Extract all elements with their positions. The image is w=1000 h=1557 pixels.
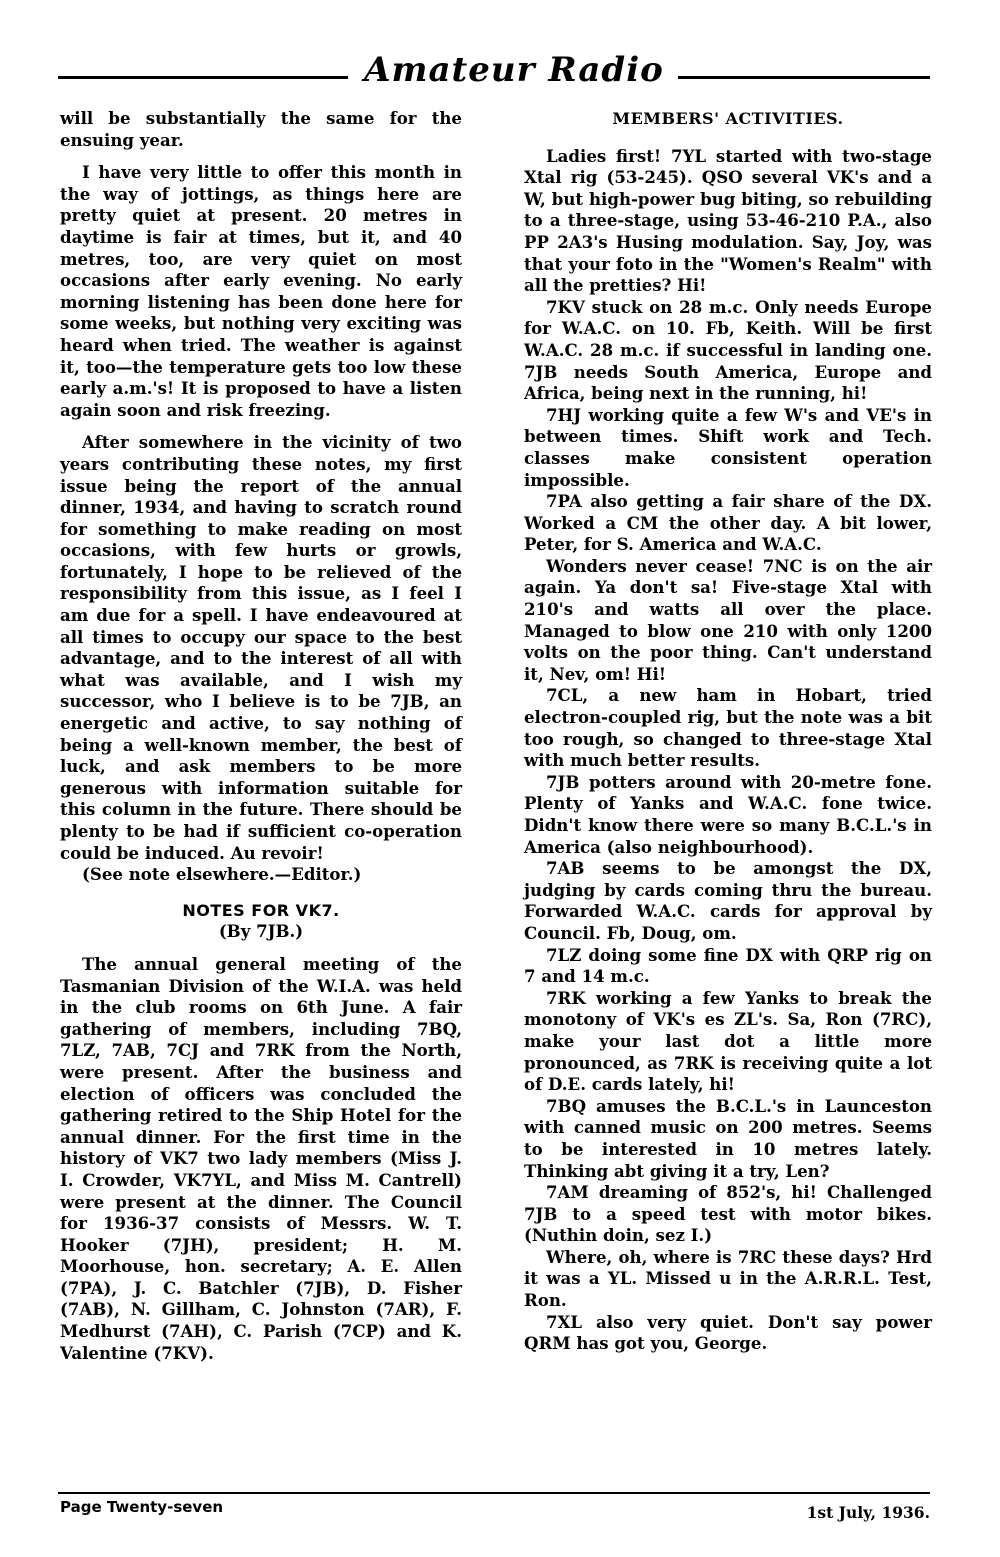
- page-number: Page Twenty-seven: [60, 1498, 224, 1516]
- section-heading: MEMBERS' ACTIVITIES.: [612, 109, 844, 128]
- paragraph: After somewhere in the vicinity of two years contributing these notes, my first issue being the report of the annual dinner, 1934, and having to scratch round for something to make reading on most occasions, with few hurts or growls, fortunately, I hope to be relieved of the responsibility from this issue, as I feel I am due for a spell. I have endeavoured at all times to occupy our space to the best advantage, and to the interest of all with what was available, and I wish my successor, who I believe is to be 7JB, an energetic and active, to say nothing of being a well-known member, the best of luck, and ask members to be more generous with information suitable for this column in the future. There should be plenty to be had if sufficient co-operation could be induced. Au revoir!: [60, 432, 462, 863]
- masthead-rule-left: [58, 76, 348, 79]
- byline: (By 7JB.): [218, 921, 304, 942]
- paragraph: will be substantially the same for the ensuing year.: [60, 108, 462, 150]
- paragraph: 7JB potters around with 20-metre fone. Plenty of Yanks and W.A.C. fone twice. Didn't know there were so many B.C.L.'s in America (also neighbourhood).: [524, 771, 932, 857]
- paragraph: 7BQ amuses the B.C.L.'s in Launceston with canned music on 200 metres. Seems to be interested in 10 metres lately. Thinking abt giving it a try, Len?: [524, 1095, 932, 1181]
- paragraph: 7KV stuck on 28 m.c. Only needs Europe for W.A.C. on 10. Fb, Keith. Will be first W.A.C. 28 m.c. if successful in landing one. 7JB needs South America, Europe and Africa, being next in the running, hi!: [524, 296, 932, 404]
- editor-note: (See note elsewhere.—Editor.): [82, 864, 362, 885]
- section-heading: NOTES FOR VK7.: [182, 900, 340, 920]
- masthead-rule-right: [678, 76, 930, 79]
- paragraph: 7XL also very quiet. Don't say power QRM has got you, George.: [524, 1311, 932, 1354]
- masthead-title: Amateur Radio: [364, 50, 664, 90]
- paragraph: 7AB seems to be amongst the DX, judging by cards coming thru the bureau. Forwarded W.A.C. cards for approval by Council. Fb, Doug, om.: [524, 858, 932, 943]
- paragraph: Where, oh, where is 7RC these days? Hrd it was a YL. Missed u in the A.R.R.L. Test, Ron.: [524, 1246, 932, 1311]
- paragraph: 7RK working a few Yanks to break the monotony of VK's es ZL's. Sa, Ron (7RC), make your last dot a little more pronounced, as 7RK is receiving quite a lot of D.E. cards lately, hi!: [524, 987, 932, 1095]
- paragraph: Wonders never cease! 7NC is on the air again. Ya don't sa! Five-stage Xtal with 210's and watts all over the place. Managed to blow one 210 with only 1200 volts on the poor thing. Can't understand it, Nev, om! Hi!: [524, 555, 932, 684]
- paragraph: 7CL, a new ham in Hobart, tried electron-coupled rig, but the note was a bit too rough, so changed to three-stage Xtal with much better results.: [524, 685, 932, 771]
- paragraph: The annual general meeting of the Tasmanian Division of the W.I.A. was held in the club rooms on 6th June. A fair gathering of members, including 7BQ, 7LZ, 7AB, 7CJ and 7RK from the North, were present. After the business and election of officers was concluded the gathering retired to the Ship Hotel for the annual dinner. For the first time in the history of VK7 two lady members (Miss J. I. Crowder, VK7YL, and Miss M. Cantrell) were present at the dinner. The Council for 1936-37 consists of Messrs. W. T. Hooker (7JH), president; H. M. Moorhouse, hon. secretary; A. E. Allen (7PA), J. C. Batchler (7JB), D. Fisher (7AB), N. Gillham, C. Johnston (7AR), F. Medhurst (7AH), C. Parish (7CP) and K. Valentine (7KV).: [60, 953, 462, 1363]
- paragraph: 7LZ doing some fine DX with QRP rig on 7 and 14 m.c.: [524, 944, 932, 987]
- footer-rule: [58, 1492, 930, 1494]
- masthead: [58, 48, 930, 98]
- paragraph: 7HJ working quite a few W's and VE's in between times. Shift work and Tech. classes make consistent operation impossible.: [524, 404, 932, 490]
- right-column: [524, 108, 932, 1355]
- paragraph: Ladies first! 7YL started with two-stage Xtal rig (53-245). QSO several VK's and a W, but high-power bug biting, so rebuilding to a three-stage, using 53-46-210 P.A., also PP 2A3's Husing modulation. Say, Joy, was that your foto in the "Women's Realm" with all the pretties? Hi!: [524, 145, 932, 296]
- paragraph: 7AM dreaming of 852's, hi! Challenged 7JB to a speed test with motor bikes. (Nuthin doin, sez I.): [524, 1182, 932, 1246]
- paragraph: I have very little to offer this month in the way of jottings, as things here are pretty quiet at present. 20 metres in daytime is fair at times, but it, and 40 metres, too, are very quiet on most occasions after early evening. No early morning listening has been done here for some weeks, but nothing very exciting was heard when tried. The weather is against it, too—the temperature gets too low these early a.m.'s! It is proposed to have a listen again soon and risk freezing.: [60, 162, 462, 420]
- paragraph: 7PA also getting a fair share of the DX. Worked a CM the other day. A bit lower, Peter, for S. America and W.A.C.: [524, 491, 932, 555]
- left-column: [60, 108, 462, 1364]
- issue-date: 1st July, 1936.: [806, 1503, 930, 1522]
